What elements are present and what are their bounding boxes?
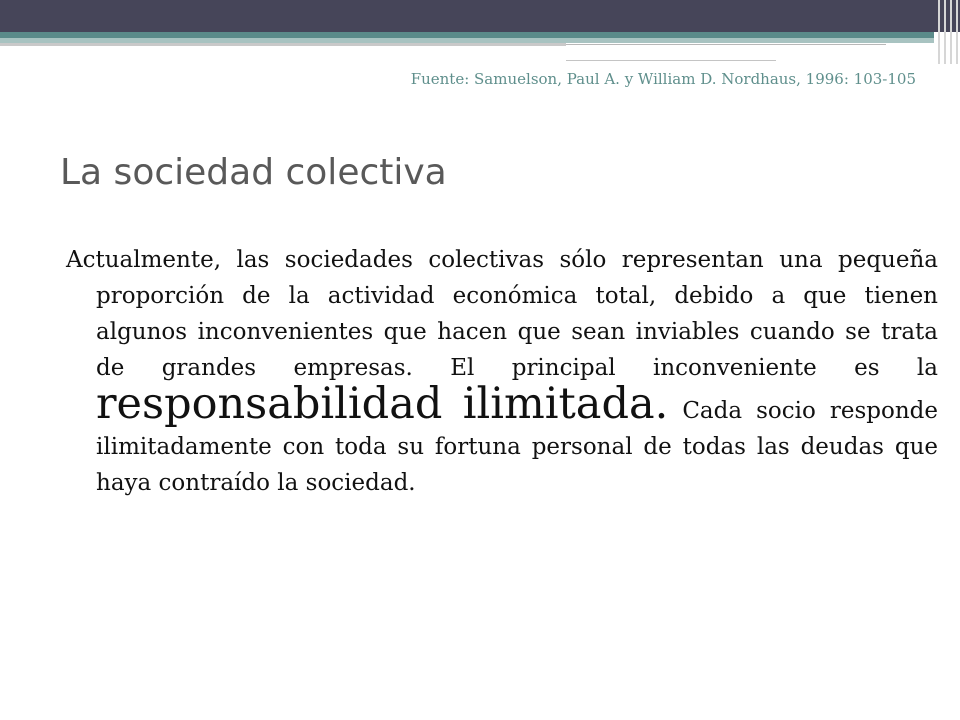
body-intro: Actualmente, las sociedades colectivas sólo representan una pequeña proporción de la actividad económica total, debido a que tienen algunos inconvenientes que hacen que sean inviables cuando se trata de grandes empresas. El principal inconveniente es la: [66, 247, 938, 381]
body-outro: Cada socio responde ilimitadamente con toda su fortuna personal de todas las deudas que haya contraído la sociedad.: [96, 398, 939, 496]
source-citation: Fuente: Samuelson, Paul A. y William D. Nordhaus, 1996: 103-105: [410, 70, 916, 88]
slide-title: La sociedad colectiva: [60, 152, 447, 193]
slide-body-text: [66, 242, 938, 501]
header-thin-line: [566, 44, 886, 45]
body-emphasis: responsabilidad ilimitada.: [96, 379, 669, 429]
header-thin-line: [566, 60, 776, 61]
header-dark-bar: [0, 0, 960, 32]
header-gray-bar: [0, 43, 566, 46]
header-side-lines: [934, 0, 960, 64]
